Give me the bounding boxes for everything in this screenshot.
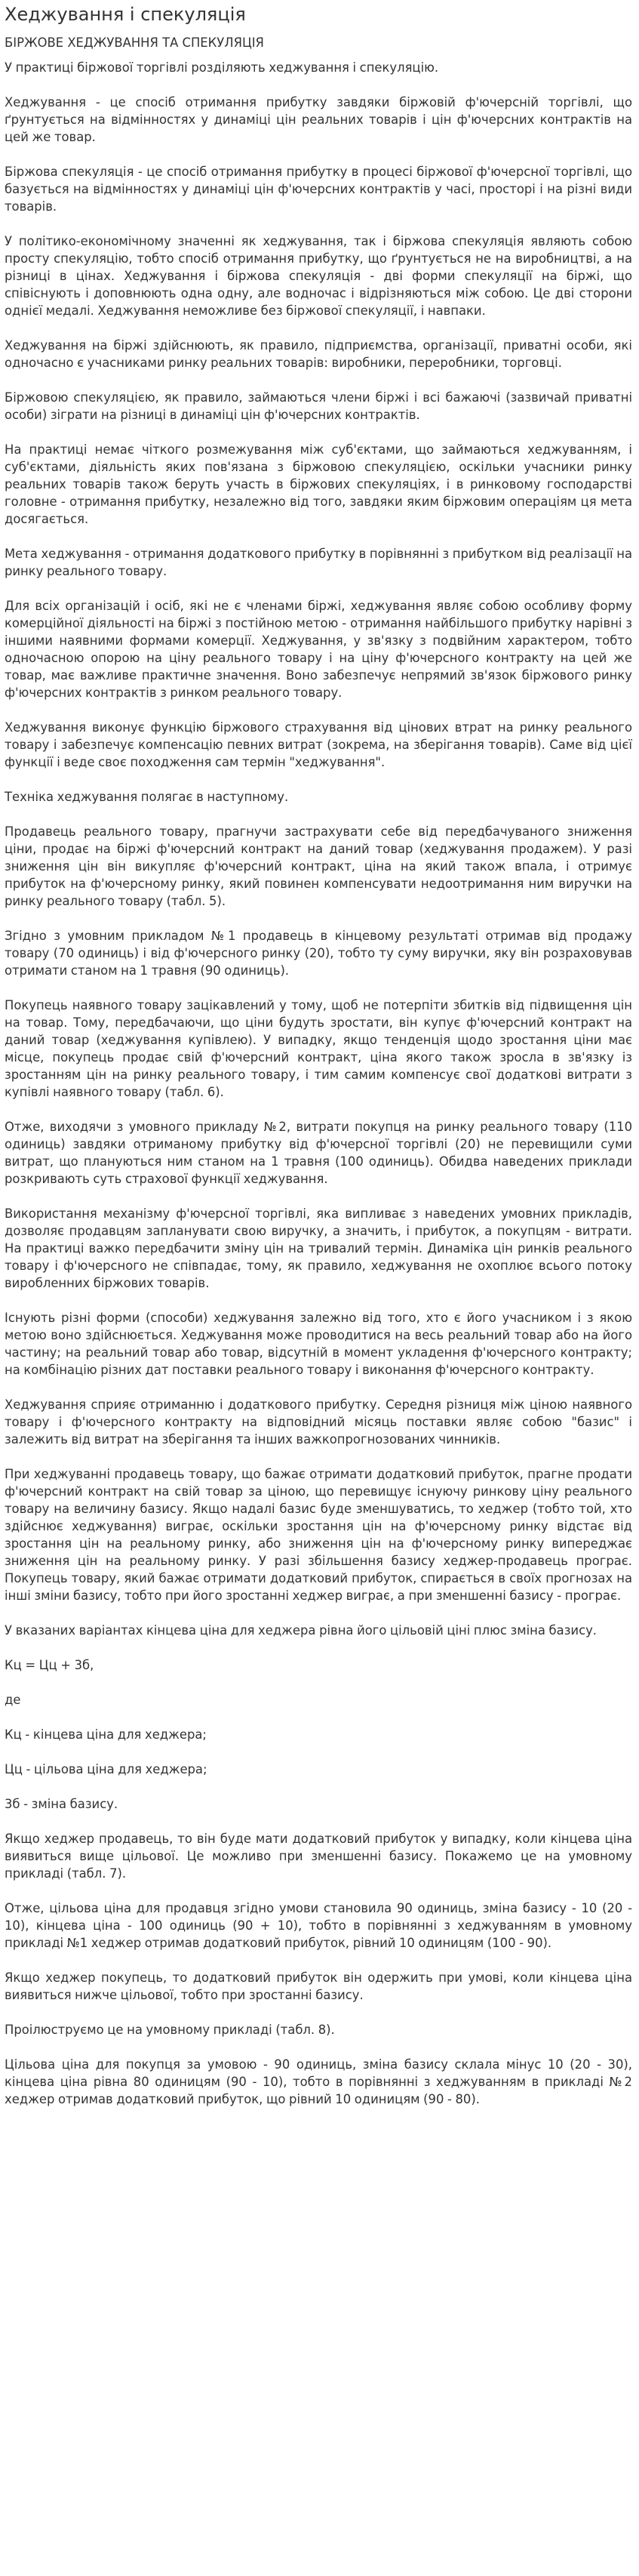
paragraph: Використання механізму ф'ючерсної торгівлі, яка випливає з наведених умовних прикладів, дозволяє продавцям запланувати свою виручку, а значить, і прибуток, а покупцям - витрати. На практиці важко передбачити зміну цін на тривалий термін. Динаміка цін ринків реального товару і ф'ючерсного не співпадає, тому, як правило, хеджування не охоплює всього потоку виробленних біржових товарів. bbox=[5, 1206, 632, 1290]
paragraph: У практиці біржової торгівлі розділяють хеджування і спекуляцію. bbox=[5, 60, 439, 75]
paragraph: Згідно з умовним прикладом №1 продавець в кінцевому результаті отримав від продажу товару (70 одиниць) і від ф'ючерсного ринку (20), тобто ту суму виручки, яку він розраховував отримати станом на 1 травня (90 одиниць). bbox=[5, 929, 632, 978]
paragraph: Отже, виходячи з умовного прикладу №2, витрати покупця на ринку реального товару (110 одиниць) завдяки отриманому прибутку від ф'ючерсної торгівлі (20) не перевищили суми витрат, що плануються ним станом на 1 травня (100 одиниць). Обидва наведених приклади розкривають суть страхової функції хеджування. bbox=[5, 1120, 632, 1186]
paragraph: Проілюструємо це на умовному прикладі (табл. 8). bbox=[5, 2023, 335, 2037]
paragraph: У політико-економічному значенні як хеджування, так і біржова спекуляція являють собою просту спекуляцію, тобто спосіб отримання прибутку, що ґрунтується не на виробництві, а на різниці в цінах. Хеджування і біржова спекуляція - дві форми спекуляції на біржі, що співіснують і доповнюють одна одну, але водночас і відрізняються між собою. Це дві сторони однієї медалі. Хеджування неможливе без біржової спекуляції, і навпаки. bbox=[5, 234, 632, 318]
section-subtitle: БІРЖОВЕ ХЕДЖУВАННЯ ТА СПЕКУЛЯЦІЯ bbox=[5, 35, 264, 50]
paragraph: Мета хеджування - отримання додаткового прибутку в порівнянні з прибутком від реалізації на ринку реального товару. bbox=[5, 547, 632, 578]
paragraph: Існують різні форми (способи) хеджування залежно від того, хто є його учасником і з якою метою воно здійснюється. Хеджування може проводитися на весь реальний товар або на його частину; на реальний товар або товар, відсутній в момент укладення ф'ючерсного контракту; на комбінацію різних дат поставки реального товару і виконання ф'ючерсного контракту. bbox=[5, 1311, 632, 1377]
paragraph: де bbox=[5, 1693, 21, 1707]
document bbox=[5, 0, 632, 2125]
document-body bbox=[5, 59, 632, 2108]
page-title: Хеджування і спекуляція bbox=[5, 4, 246, 25]
formula-legend-item: Кц - кінцева ціна для хеджера; bbox=[5, 1727, 207, 1742]
paragraph: На практиці немає чіткого розмежування між суб'єктами, що займаються хеджуванням, і суб'єктами, діяльність яких пов'язана з біржовою спекуляцією, оскільки учасники ринку реальних товарів також беруть участь в біржових спекуляціях, і в ринковому господарстві головне - отримання прибутку, незалежно від того, завдяки яким біржовим операціям ця мета досягається. bbox=[5, 442, 632, 526]
paragraph: Біржовою спекуляцією, як правило, займаються члени біржі і всі бажаючі (зазвичай приватні особи) зіграти на різниці в динаміці цін ф'ючерсних контрактів. bbox=[5, 390, 632, 422]
paragraph: При хеджуванні продавець товару, що бажає отримати додатковий прибуток, прагне продати ф'ючерсний контракт на свій товар за ціною, що перевищує існуючу ринкову ціну реального товару на величину базису. Якщо надалі базис буде зменшуватись, то хеджер (тобто той, хто здійснює хеджування) виграє, оскільки зростання цін на ф'ючерсному ринку відстає від зростання цін на реальному ринку, або зниження цін на ф'ючерсному ринку випереджає зниження цін на реальному ринку. У разі збільшення базису хеджер-продавець програє. Покупець товару, який бажає отримати додатковий прибуток, спирається в своїх прогнозах на інші зміни базису, тобто при його зростанні хеджер виграє, а при зменшенні базису - програє. bbox=[5, 1467, 632, 1603]
paragraph: Отже, цільова ціна для продавця згідно умови становила 90 одиниць, зміна базису - 10 (20 - 10), кінцева ціна - 100 одиниць (90 + 10), тобто в порівнянні з хеджуванням в умовному прикладі №1 хеджер отримав додатковий прибуток, рівний 10 одиницям (100 - 90). bbox=[5, 1901, 632, 1950]
paragraph: У вказаних варіантах кінцева ціна для хеджера рівна його цільовій ціні плюс зміна базису. bbox=[5, 1623, 597, 1638]
paragraph: Для всіх організацій і осіб, які не є членами біржі, хеджування являє собою особливу форму комерційної діяльності на біржі з постійною метою - отримання найбільшого прибутку нарівні з іншими наявними формами комерції. Хеджування, у зв'язку з подвійним характером, тобто одночасною опорою на ціну реального товару і на ціну ф'ючерсного контракту на цей же товар, має важливе практичне значення. Воно забезпечує непрямий зв'язок біржового ринку ф'ючерсних контрактів з ринком реального товару. bbox=[5, 599, 632, 700]
paragraph: Біржова спекуляція - це спосіб отримання прибутку в процесі біржової ф'ючерсної торгівлі, що базується на відмінностях у динаміці цін ф'ючерсних контрактів у часі, просторі і на різні види товарів. bbox=[5, 165, 632, 214]
paragraph: Хеджування на біржі здійснюють, як правило, підприємства, організації, приватні особи, які одночасно є учасниками ринку реальних товарів: виробники, переробники, торговці. bbox=[5, 338, 632, 370]
formula: Кц = Цц + 3б, bbox=[5, 1658, 94, 1672]
paragraph: Якщо хеджер покупець, то додатковий прибуток він одержить при умові, коли кінцева ціна виявиться нижче цільової, тобто при зростанні базису. bbox=[5, 1971, 632, 2002]
paragraph: Покупець наявного товару зацікавлений у тому, щоб не потерпіти збитків від підвищення цін на товар. Тому, передбачаючи, що ціни будуть зростати, він купує ф'ючерсний контракт на даний товар (хеджування купівлею). У випадку, якщо тенденція щодо зростання ціни має місце, покупець продає свій ф'ючерсний контракт, ціна якого також зросла в зв'язку із зростанням цін на ринку реального товару, і тим самим компенсує свої додаткові витрати з купівлі наявного товару (табл. 6). bbox=[5, 998, 632, 1099]
paragraph: Хеджування сприяє отриманню і додаткового прибутку. Середня різниця між ціною наявного товару і ф'ючерсного контракту на відповідний місяць поставки являє собою "базис" і залежить від витрат на зберігання та інших важкопрогнозованих чинників. bbox=[5, 1397, 632, 1447]
formula-legend-item: 3б - зміна базису. bbox=[5, 1797, 118, 1811]
paragraph: Якщо хеджер продавець, то він буде мати додатковий прибуток у випадку, коли кінцева ціна виявиться вище цільової. Це можливо при зменшенні базису. Покажемо це на умовному прикладі (табл. 7). bbox=[5, 1832, 632, 1881]
paragraph: Хеджування виконує функцію біржового страхування від цінових втрат на ринку реального товару і забезпечує компенсацію певних витрат (зокрема, на зберігання товарів). Саме від цієї функції і веде своє походження сам термін "хеджування". bbox=[5, 720, 632, 769]
paragraph: Хеджування - це спосіб отримання прибутку завдяки біржовій ф'ючерсній торгівлі, що ґрунтується на відмінностях у динаміці цін реальних товарів і цін ф'ючерсних контрактів на цей же товар. bbox=[5, 95, 632, 144]
paragraph: Техніка хеджування полягає в наступному. bbox=[5, 790, 289, 804]
paragraph: Цільова ціна для покупця за умовою - 90 одиниць, зміна базису склала мінус 10 (20 - 30), кінцева ціна рівна 80 одиницям (90 - 10), тобто в порівнянні з хеджуванням в прикладі №2 хеджер отримав додатковий прибуток, що рівний 10 одиницям (90 - 80). bbox=[5, 2057, 632, 2106]
formula-legend-item: Цц - цільова ціна для хеджера; bbox=[5, 1762, 207, 1776]
paragraph: Продавець реального товару, прагнучи застрахувати себе від передбачуваного зниження ціни, продає на біржі ф'ючерсний контракт на даний товар (хеджування продажем). У разі зниження цін він викупляє ф'ючерсний контракт, ціна на який також впала, і отримує прибуток на ф'ючерсному ринку, який повинен компенсувати недоотримання ним виручки на ринку реального товару (табл. 5). bbox=[5, 824, 632, 908]
